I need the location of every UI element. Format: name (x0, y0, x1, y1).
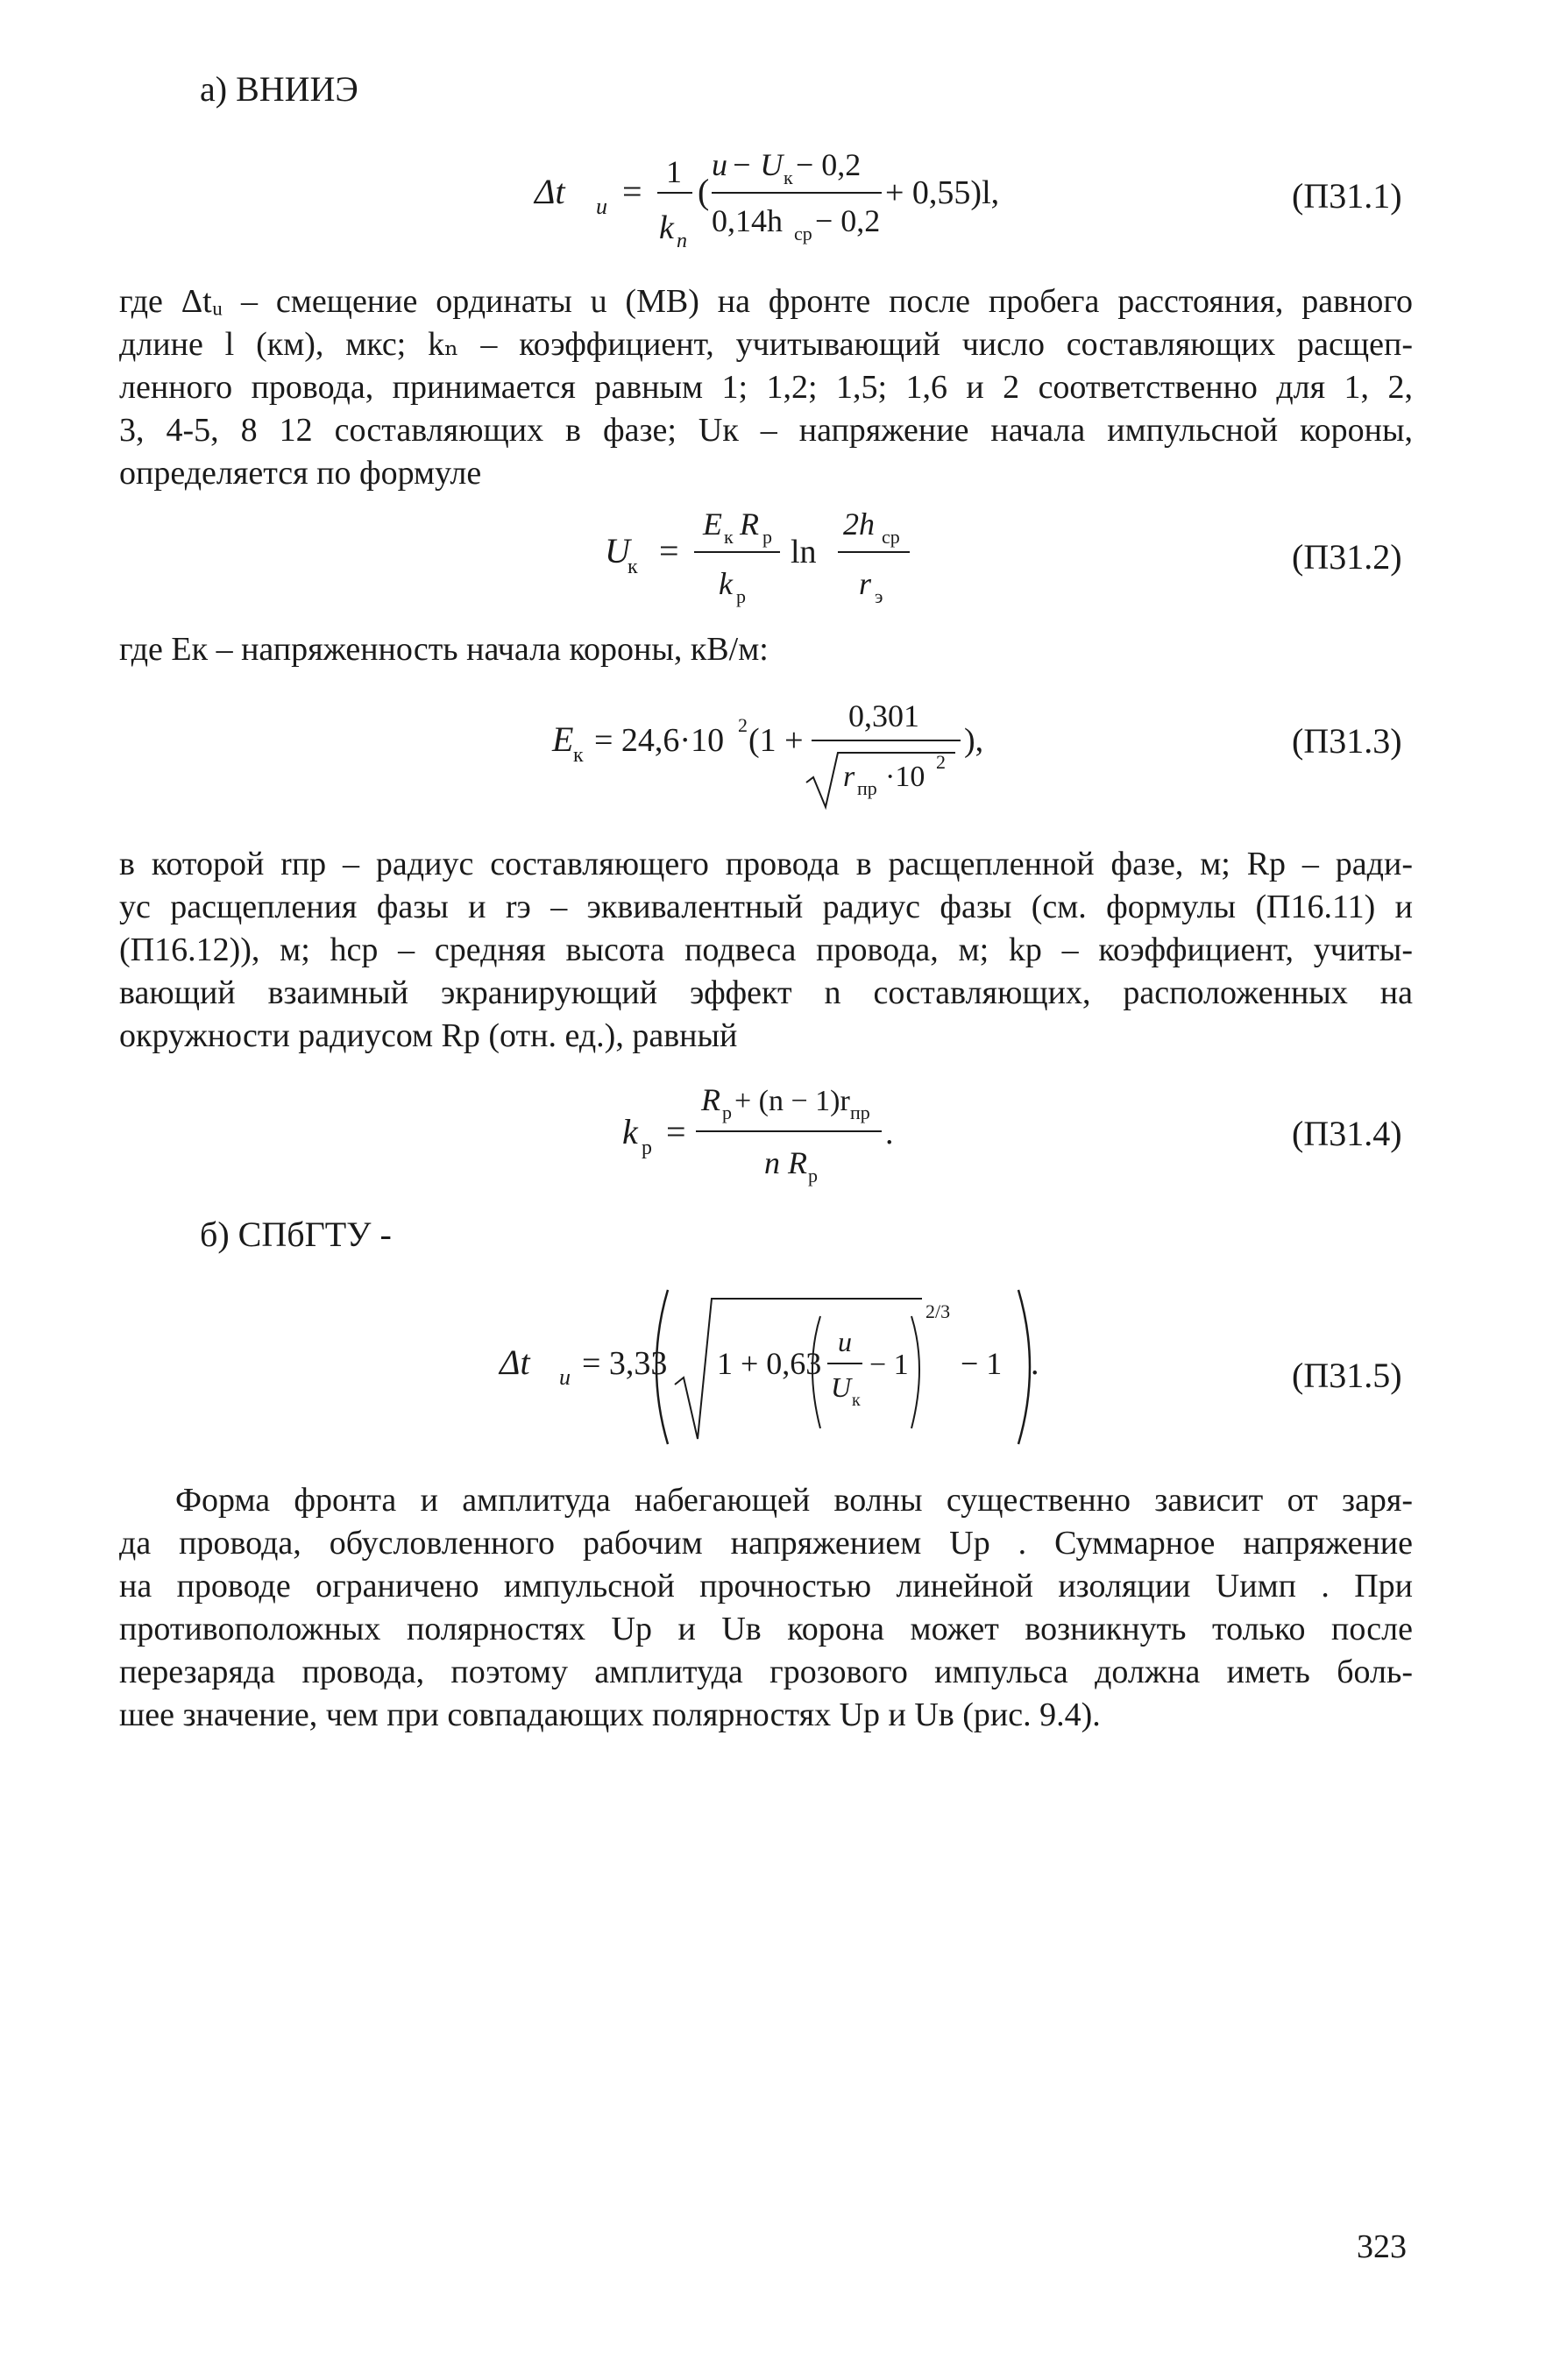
equation-number-5: (П31.5) (1292, 1356, 1402, 1395)
eq4-lhs: k (622, 1112, 638, 1151)
eq2-den-k-sub: р (736, 585, 746, 607)
eq3-rhs-a: = 24,6·10 (594, 722, 725, 759)
svg-text:=: = (659, 531, 679, 570)
paragraph-4-line: шее значение, чем при совпадающих полярностях Uр и Uв (рис. 9.4). (119, 1696, 1101, 1733)
paragraph-1 (119, 280, 1413, 495)
section-b-heading: б) СПбГТУ - (200, 1215, 392, 1254)
eq3-den-r: r (843, 761, 855, 793)
paragraph-3-line: окружности радиусом Rр (отн. ед.), равный (119, 1017, 738, 1054)
paragraph-1-line: ленного провода, принимается равным 1; 1,2; 1,5; 1,6 и 2 соответственно для 1, 2, (119, 369, 1413, 406)
svg-text:=: = (666, 1112, 686, 1151)
eq3-close: ), (964, 722, 984, 759)
equation-p31-1 (526, 140, 1192, 263)
eq5-lhs-sub: и (559, 1364, 571, 1390)
paragraph-1-line: 3, 4-5, 8 12 составляющих в фазе; Uк – напряжение начала импульсной короны, (119, 412, 1413, 449)
section-a-heading: а) ВНИИЭ (200, 69, 358, 109)
eq5-exp: 2/3 (925, 1300, 951, 1322)
eq1-lhs-sub: и (596, 194, 607, 219)
eq4-num-R-sub: р (722, 1101, 732, 1123)
svg-text:=: = (622, 172, 642, 211)
eq5-frac-den-sub: к (852, 1391, 861, 1410)
eq1-one: 1 (666, 154, 682, 189)
eq3-den-r-sub: пр (857, 777, 877, 799)
eq2-lhs-sub: к (628, 556, 638, 578)
eq2-den-k: k (719, 566, 733, 601)
eq4-num-r-sub: пр (850, 1101, 870, 1123)
equation-number-1: (П31.1) (1292, 176, 1402, 216)
eq1-den-sub: ср (794, 223, 812, 244)
eq1-den-b: − 0,2 (815, 203, 881, 238)
eq4-den: n R (764, 1145, 807, 1180)
eq3-lhs: E (552, 719, 574, 759)
equation-number-2: (П31.2) (1292, 537, 1402, 577)
equation-p31-3 (543, 688, 999, 819)
paragraph-4-line: да провода, обусловленного рабочим напряжением Uр . Суммарное напряжение (119, 1525, 1413, 1562)
eq2-den2-sub: э (875, 585, 883, 607)
paragraph-1-line: длине l (км), мкс; kₙ – коэффициент, учитывающий число составляющих расщеп- (119, 326, 1413, 363)
eq5-inner: 1 + 0,63 (717, 1346, 822, 1381)
eq2-num2: 2h (843, 506, 875, 542)
eq1-k-sub: п (677, 230, 687, 252)
paragraph-3-line: в которой rпр – радиус составляющего провода в расщепленной фазе, м; Rр – ради- (119, 846, 1413, 882)
eq4-num-R: R (701, 1082, 720, 1117)
equation-p31-4 (613, 1073, 964, 1196)
eq2-ln: ln (791, 534, 817, 570)
eq2-num2-sub: ср (882, 526, 900, 548)
eq2-num-R-sub: р (762, 526, 772, 548)
eq3-lhs-sub: к (573, 744, 584, 767)
paragraph-3-line: ус расщепления фазы и rэ – эквивалентный радиус фазы (см. формулы (П16.11) и (119, 889, 1413, 925)
eq4-dot: . (885, 1115, 894, 1151)
eq4-den-sub: р (808, 1165, 818, 1186)
eq2-num-E: E (703, 506, 722, 542)
svg-text:(: ( (698, 172, 710, 211)
eq1-tail: + 0,55)l, (885, 174, 1000, 211)
paragraph-4 (119, 1479, 1413, 1737)
eq1-den-a: 0,14h (712, 203, 783, 238)
paragraph-4-line: на проводе ограничено импульсной прочностью линейной изоляции Uимп . При (119, 1568, 1413, 1604)
eq1-lhs: Δt (535, 172, 565, 211)
paragraph-3 (119, 843, 1413, 1058)
page-number: 323 (1357, 2228, 1407, 2265)
eq5-coef: = 3,33 (582, 1345, 668, 1382)
eq3-num: 0,301 (848, 698, 919, 733)
paragraph-1-line: определяется по формуле (119, 455, 482, 492)
paragraph-3-line: вающий взаимный экранирующий эффект n составляющих, расположенных на (119, 974, 1413, 1011)
paragraph-2-text: где Eк – напряженность начала короны, кВ/м: (119, 631, 769, 668)
eq5-frac-den: U (831, 1371, 852, 1403)
eq2-num-R: R (740, 506, 759, 542)
paragraph-4-line: противоположных полярностях Uр и Uв корона может возникнуть только после (119, 1611, 1413, 1647)
paragraph-2 (119, 628, 1413, 671)
eq5-lhs: Δt (500, 1342, 530, 1382)
eq3-rhs-b: (1 + (748, 722, 804, 759)
eq1-num-U-sub: к (784, 166, 793, 188)
eq2-lhs: U (605, 531, 630, 570)
paragraph-3-line: (П16.12)), м; hср – средняя высота подвеса провода, м; kр – коэффициент, учиты- (119, 931, 1413, 968)
eq2-num-E-sub: к (724, 526, 734, 548)
eq5-minus-one-inner: − 1 (869, 1349, 909, 1381)
eq3-den-exp: 2 (936, 751, 946, 773)
eq1-num-U: − U (731, 147, 784, 182)
eq5-frac-num: u (838, 1326, 852, 1357)
paragraph-1-line: где Δtᵤ – смещение ординаты u (МВ) на фронте после пробега расстояния, равного (119, 283, 1413, 320)
equation-number-4: (П31.4) (1292, 1114, 1402, 1153)
eq2-den2: r (859, 566, 872, 601)
eq1-num-u: u (712, 147, 727, 182)
eq1-k: k (659, 209, 674, 246)
equation-p31-5 (491, 1279, 1052, 1455)
eq1-num-rest: − 0,2 (796, 147, 862, 182)
paragraph-4-line: Форма фронта и амплитуда набегающей волны существенно зависит от заря- (175, 1482, 1413, 1519)
eq5-dot: . (1031, 1345, 1039, 1382)
eq3-rhs-exp: 2 (738, 714, 748, 736)
eq4-num-mid: + (n − 1)r (734, 1085, 850, 1117)
eq5-minus-one-outer: − 1 (961, 1346, 1003, 1381)
equation-p31-2 (596, 499, 964, 622)
paragraph-4-line: перезаряда провода, поэтому амплитуда грозового импульса должна иметь боль- (119, 1654, 1413, 1690)
equation-number-3: (П31.3) (1292, 721, 1402, 761)
eq3-den-tail: ·10 (885, 761, 925, 793)
eq4-lhs-sub: р (642, 1137, 652, 1159)
